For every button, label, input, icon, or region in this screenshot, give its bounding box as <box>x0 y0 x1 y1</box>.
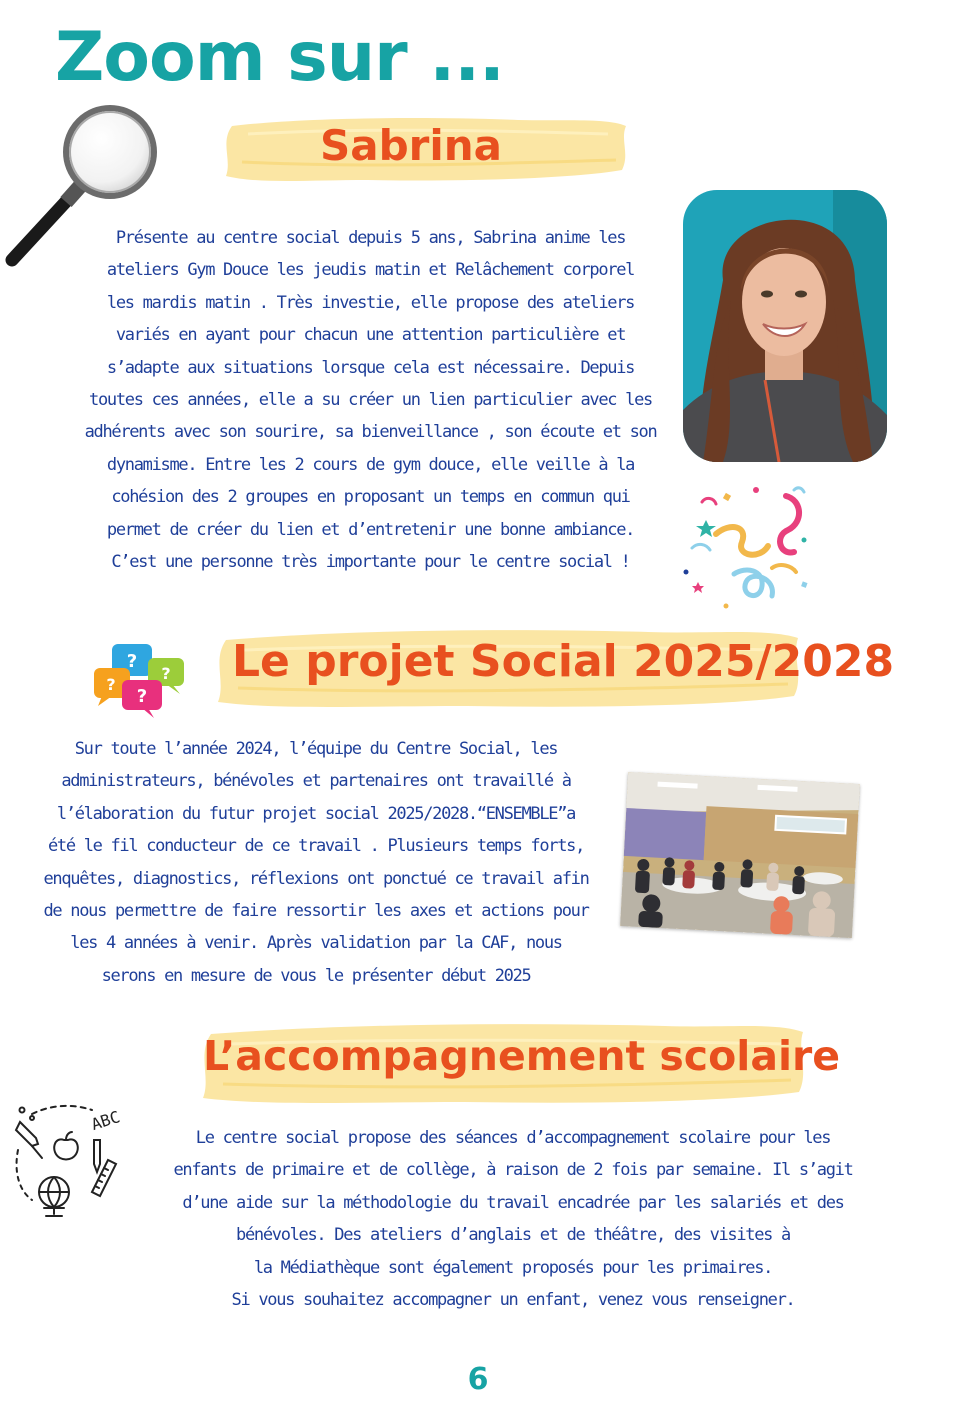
meeting-room-photo <box>620 772 860 938</box>
section-heading-sabrina: Sabrina <box>320 121 503 170</box>
svg-text:?: ? <box>161 664 171 683</box>
text-line: été le fil conducteur de ce travail . Plusieurs temps forts, <box>47 836 585 857</box>
text-line: Si vous souhaitez accompagner un enfant, venez vous renseigner. <box>231 1290 795 1311</box>
text-line: Présente au centre social depuis 5 ans, Sabrina anime les <box>115 228 626 248</box>
page-title: Zoom sur ... <box>55 18 504 97</box>
text-line: C’est une personne très importante pour le centre social ! <box>111 552 630 573</box>
text-line: toutes ces années, elle a su créer un lien particulier avec les <box>89 390 652 411</box>
svg-text:?: ? <box>126 651 138 672</box>
text-line: Sur toute l’année 2024, l’équipe du Centre Social, les <box>74 739 558 759</box>
sabrina-portrait-photo <box>683 190 887 462</box>
svg-text:?: ? <box>136 686 148 707</box>
section-heading-projet-social: Le projet Social 2025/2028 <box>232 636 895 687</box>
text-line: l’élaboration du futur projet social 2025/2028.“ENSEMBLE”a <box>56 803 576 824</box>
svg-text:?: ? <box>106 675 116 694</box>
text-line: administrateurs, bénévoles et partenaires ont travaillé à <box>61 771 571 792</box>
accompagnement-paragraph <box>138 1122 888 1316</box>
section-heading-accompagnement: L’accompagnement scolaire <box>203 1032 841 1080</box>
text-line: la Médiathèque sont également proposés pour les primaires. <box>253 1257 773 1278</box>
projet-social-paragraph <box>18 733 614 992</box>
text-line: ateliers Gym Douce les jeudis matin et Relâchement corporel <box>106 260 635 281</box>
text-line: les mardis matin . Très investie, elle propose des ateliers <box>106 292 635 313</box>
question-bubbles-icon <box>90 640 190 718</box>
text-line: permet de créer du lien et d’entretenir une bonne ambiance. <box>106 519 635 540</box>
text-line: d’une aide sur la méthodologie du travail encadrée par les salariés et des <box>182 1192 844 1213</box>
text-line: serons en mesure de vous le présenter début 2025 <box>101 965 531 986</box>
confetti-icon <box>676 482 816 617</box>
abc-doodle-label: ABC <box>88 1107 123 1135</box>
page-number: 6 <box>467 1362 489 1397</box>
text-line: adhérents avec son sourire, sa bienveillance , son écoute et son <box>84 422 657 443</box>
sabrina-paragraph <box>58 222 683 578</box>
text-line: enquêtes, diagnostics, réflexions ont ponctué ce travail afin <box>43 868 589 889</box>
text-line: cohésion des 2 groupes en proposant un temps en commun qui <box>111 487 630 508</box>
text-line: Le centre social propose des séances d’accompagnement scolaire pour les <box>195 1128 831 1148</box>
text-line: de nous permettre de faire ressortir les axes et actions pour <box>43 901 589 922</box>
school-doodles-icon <box>12 1100 132 1225</box>
text-line: dynamisme. Entre les 2 cours de gym douce, elle veille à la <box>106 454 635 475</box>
text-line: les 4 années à venir. Après validation par la CAF, nous <box>70 933 562 954</box>
text-line: variés en ayant pour chacun une attention particulière et <box>115 325 626 346</box>
text-line: bénévoles. Des ateliers d’anglais et de théâtre, des visites à <box>236 1225 790 1246</box>
text-line: s’adapte aux situations lorsque cela est nécessaire. Depuis <box>106 357 635 378</box>
text-line: enfants de primaire et de collège, à raison de 2 fois par semaine. Il s’agit <box>173 1160 853 1181</box>
